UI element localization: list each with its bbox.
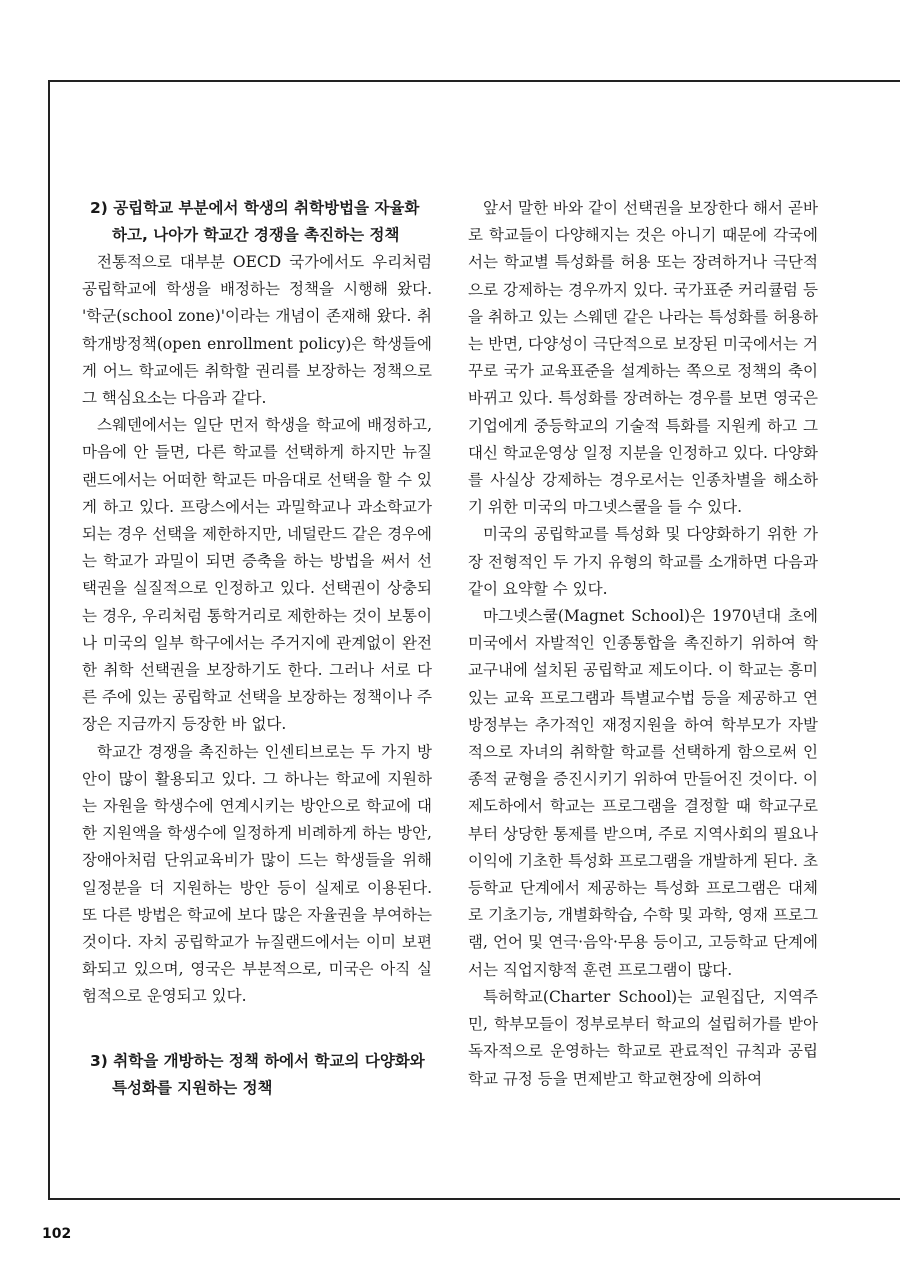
section-heading-2: 2) 공립학교 부분에서 학생의 취학방법을 자율화하고, 나아가 학교간 경쟁을 촉진하는 정책 <box>90 199 420 244</box>
right-column <box>468 195 818 1093</box>
left-paragraph-2: 스웨덴에서는 일단 먼저 학생을 학교에 배정하고, 마음에 안 들면, 다른 학교를 선택하게 하지만 뉴질랜드에서는 어떠한 학교든 마음대로 선택을 할 수 있게 하고 있다. 프랑스에서는 과밀학교나 과소학교가 되는 경우 선택을 제한하지만, 네덜란드 같은 경우에는 학교가 과밀이 되면 증축을 하는 방법을 써서 선택권을 실질적으로 인정하고 있다. 선택권이 상충되는 경우, 우리처럼 통학거리로 제한하는 것이 보통이나 미국의 일부 학구에서는 주거지에 관계없이 완전한 취학 선택권을 보장하기도 한다. 그러나 서로 다른 주에 있는 공립학교 선택을 보장하는 정책이나 주장은 지금까지 등장한 바 없다. <box>82 416 432 734</box>
page-number: 102 <box>42 1226 72 1242</box>
right-paragraph-1: 앞서 말한 바와 같이 선택권을 보장한다 해서 곧바로 학교들이 다양해지는 것은 아니기 때문에 각국에서는 학교별 특성화를 허용 또는 장려하거나 극단적으로 강제하는 경우까지 있다. 국가표준 커리큘럼 등을 취하고 있는 스웨덴 같은 나라는 특성화를 허용하는 반면, 다양성이 극단적으로 보장된 미국에서는 거꾸로 국가 교육표준을 설계하는 쪽으로 정책의 축이 바뀌고 있다. 특성화를 장려하는 경우를 보면 영국은 기업에게 중등학교의 기술적 특화를 지원케 하고 그 대신 학교운영상 일정 지분을 인정하고 있다. 다양화를 사실상 강제하는 경우로서는 인종차별을 해소하기 위한 미국의 마그넷스쿨을 들 수 있다. <box>468 199 818 517</box>
section-gap <box>82 1011 432 1048</box>
right-paragraph-4: 특허학교(Charter School)는 교원집단, 지역주민, 학부모들이 정부로부터 학교의 설립허가를 받아 독자적으로 운영하는 학교로 관료적인 규칙과 공립학교 규정 등을 면제받고 학교현장에 의하여 <box>468 987 818 1088</box>
left-border-rule <box>48 80 50 1200</box>
top-border-rule <box>48 80 900 82</box>
left-paragraph-3: 학교간 경쟁을 촉진하는 인센티브로는 두 가지 방안이 많이 활용되고 있다. 그 하나는 학교에 지원하는 자원을 학생수에 연계시키는 방안으로 학교에 대한 지원액을 학생수에 일정하게 비례하게 하는 방안, 장애아처럼 단위교육비가 많이 드는 학생들을 위해 일정분을 더 지원하는 방안 등이 실제로 이용된다. 또 다른 방법은 학교에 보다 많은 자율권을 부여하는 것이다. 자치 공립학교가 뉴질랜드에서는 이미 보편화되고 있으며, 영국은 부분적으로, 미국은 아직 실험적으로 운영되고 있다. <box>82 742 432 1006</box>
section-heading-3: 3) 취학을 개방하는 정책 하에서 학교의 다양화와 특성화를 지원하는 정책 <box>90 1051 425 1097</box>
right-paragraph-3: 마그넷스쿨(Magnet School)은 1970년대 초에 미국에서 자발적인 인종통합을 촉진하기 위하여 학교구내에 설치된 공립학교 제도이다. 이 학교는 흥미있는 교육 프로그램과 특별교수법 등을 제공하고 연방정부는 추가적인 재정지원을 하여 학부모가 자발적으로 자녀의 취학할 학교를 선택하게 함으로써 인종적 균형을 증진시키기 위하여 만들어진 것이다. 이 제도하에서 학교는 프로그램을 결정할 때 학교구로 부터 상당한 통제를 받으며, 주로 지역사회의 필요나 이익에 기초한 특성화 프로그램을 개발하게 된다. 초등학교 단계에서 제공하는 특성화 프로그램은 대체로 기초기능, 개별화학습, 수학 및 과학, 영재 프로그램, 언어 및 연극·음악·무용 등이고, 고등학교 단계에서는 직업지향적 훈련 프로그램이 많다. <box>468 607 818 979</box>
left-paragraph-1: 전통적으로 대부분 OECD 국가에서도 우리처럼 공립학교에 학생을 배정하는 정책을 시행해 왔다. '학군(school zone)'이라는 개념이 존재해 왔다. 취학개방정책(open enrollment policy)은 학생들에게 어느 학교에든 취학할 권리를 보장하는 정책으로 그 핵심요소는 다음과 같다. <box>82 253 432 408</box>
bottom-border-rule <box>48 1198 900 1200</box>
right-paragraph-2: 미국의 공립학교를 특성화 및 다양화하기 위한 가장 전형적인 두 가지 유형의 학교를 소개하면 다음과 같이 요약할 수 있다. <box>468 525 818 598</box>
left-column <box>82 195 432 1102</box>
